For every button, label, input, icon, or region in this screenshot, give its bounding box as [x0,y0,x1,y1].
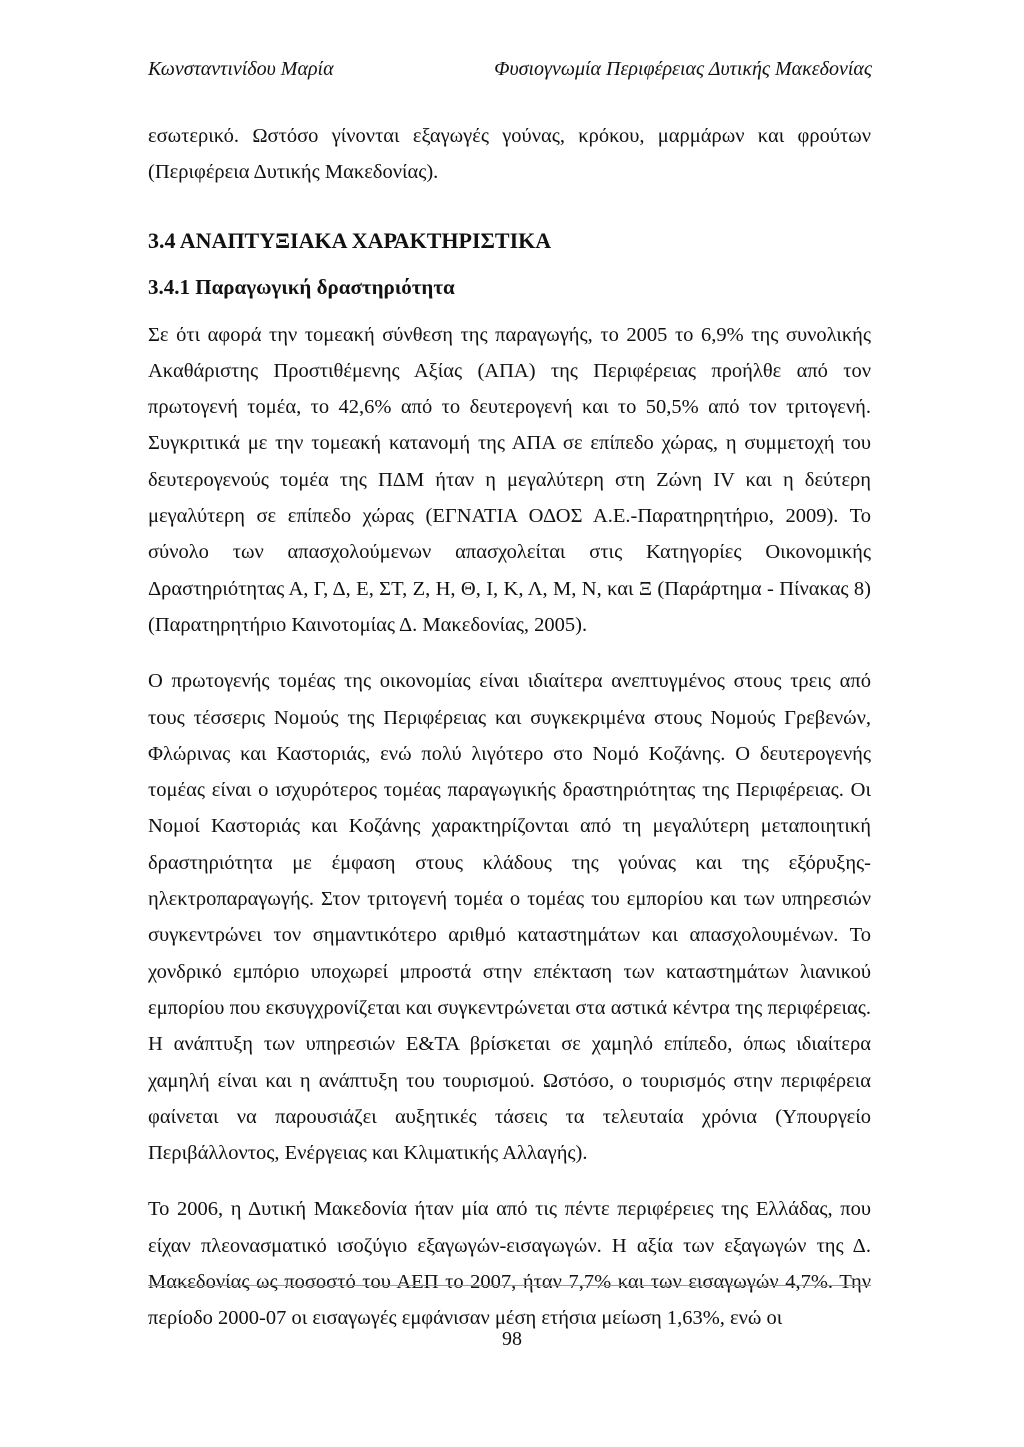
document-body [148,118,871,1337]
footer-divider [148,1285,871,1286]
running-header [148,58,872,88]
paragraph-3: Το 2006, η Δυτική Μακεδονία ήταν μία από τις πέντε περιφέρειες της Ελλάδας, που είχαν πλεονασματικό ισοζύγιο εξαγωγών-εισαγωγών. Η αξία των εξαγωγών της Δ. Μακεδονίας ως ποσοστό του ΑΕΠ το 2007, ήταν 7,7% και των εισαγωγών 4,7%. Την περίοδο 2000-07 οι εισαγωγές εμφάνισαν μέση ετήσια μείωση 1,63%, ενώ οι [148,1198,871,1330]
header-title: Φυσιογνωμία Περιφέρειας Δυτικής Μακεδονίας [494,58,872,80]
paragraph-2: Ο πρωτογενής τομέας της οικονομίας είναι ιδιαίτερα ανεπτυγμένος στους τρεις από τους τέσσερις Νομούς της Περιφέρειας και συγκεκριμένα στους Νομούς Γρεβενών, Φλώρινας και Καστοριάς, ενώ πολύ λιγότερο στο Νομό Κοζάνης. Ο δευτερογενής τομέας είναι ο ισχυρότερος τομέας παραγωγικής δραστηριότητας της Περιφέρειας. Οι Νομοί Καστοριάς και Κοζάνης χαρακτηρίζονται από τη μεγαλύτερη μεταποιητική δραστηριότητα με έμφαση στους κλάδους της γούνας και της εξόρυξης-ηλεκτροπαραγωγής. Στον τριτογενή τομέα ο τομέας του εμπορίου και των υπηρεσιών συγκεντρώνει τον σημαντικότερο αριθμό καταστημάτων και απασχολουμένων. Το χονδρικό εμπόριο υποχωρεί μπροστά στην επέκταση των καταστημάτων λιανικού εμπορίου που εκσυγχρονίζεται και συγκεντρώνεται στα αστικά κέντρα της περιφέρειας. Η ανάπτυξη των υπηρεσιών Ε&ΤΑ βρίσκεται σε χαμηλό επίπεδο, όπως ιδιαίτερα χαμηλή είναι και η ανάπτυξη του τουρισμού. Ωστόσο, ο τουρισμός στην περιφέρεια φαίνεται να παρουσιάζει αυξητικές τάσεις τα τελευταία χρόνια (Υπουργείο Περιβάλλοντος, Ενέργειας και Κλιματικής Αλλαγής). [148,670,871,1165]
section-heading: 3.4 ΑΝΑΠΤΥΞΙΑΚΑ ΧΑΡΑΚΤΗΡΙΣΤΙΚΑ [148,227,552,253]
paragraph-1: Σε ότι αφορά την τομεακή σύνθεση της παραγωγής, το 2005 το 6,9% της συνολικής Ακαθάριστης Προστιθέμενης Αξίας (ΑΠΑ) της Περιφέρειας προήλθε από τον πρωτογενή τομέα, το 42,6% από το δευτερογενή και το 50,5% από τον τριτογενή. Συγκριτικά με την τομεακή κατανομή της ΑΠΑ σε επίπεδο χώρας, η συμμετοχή του δευτερογενούς τομέα της ΠΔΜ ήταν η μεγαλύτερη στη Ζώνη IV και η δεύτερη μεγαλύτερη σε επίπεδο χώρας (ΕΓΝΑΤΙΑ ΟΔΟΣ Α.Ε.-Παρατηρητήριο, 2009). Το σύνολο των απασχολούμενων απασχολείται στις Κατηγορίες Οικονομικής Δραστηριότητας Α, Γ, Δ, Ε, ΣΤ, Ζ, Η, Θ, Ι, Κ, Λ, Μ, Ν, και Ξ (Παράρτημα - Πίνακας 8) (Παρατηρητήριο Καινοτομίας Δ. Μακεδονίας, 2005). [148,323,871,636]
page-number: 98 [502,1328,522,1350]
header-author: Κωνσταντινίδου Μαρία [148,58,334,80]
subsection-heading: 3.4.1 Παραγωγική δραστηριότητα [148,274,455,299]
intro-paragraph: εσωτερικό. Ωστόσο γίνονται εξαγωγές γούνας, κρόκου, μαρμάρων και φρούτων (Περιφέρεια Δυτικής Μακεδονίας). [148,125,871,184]
